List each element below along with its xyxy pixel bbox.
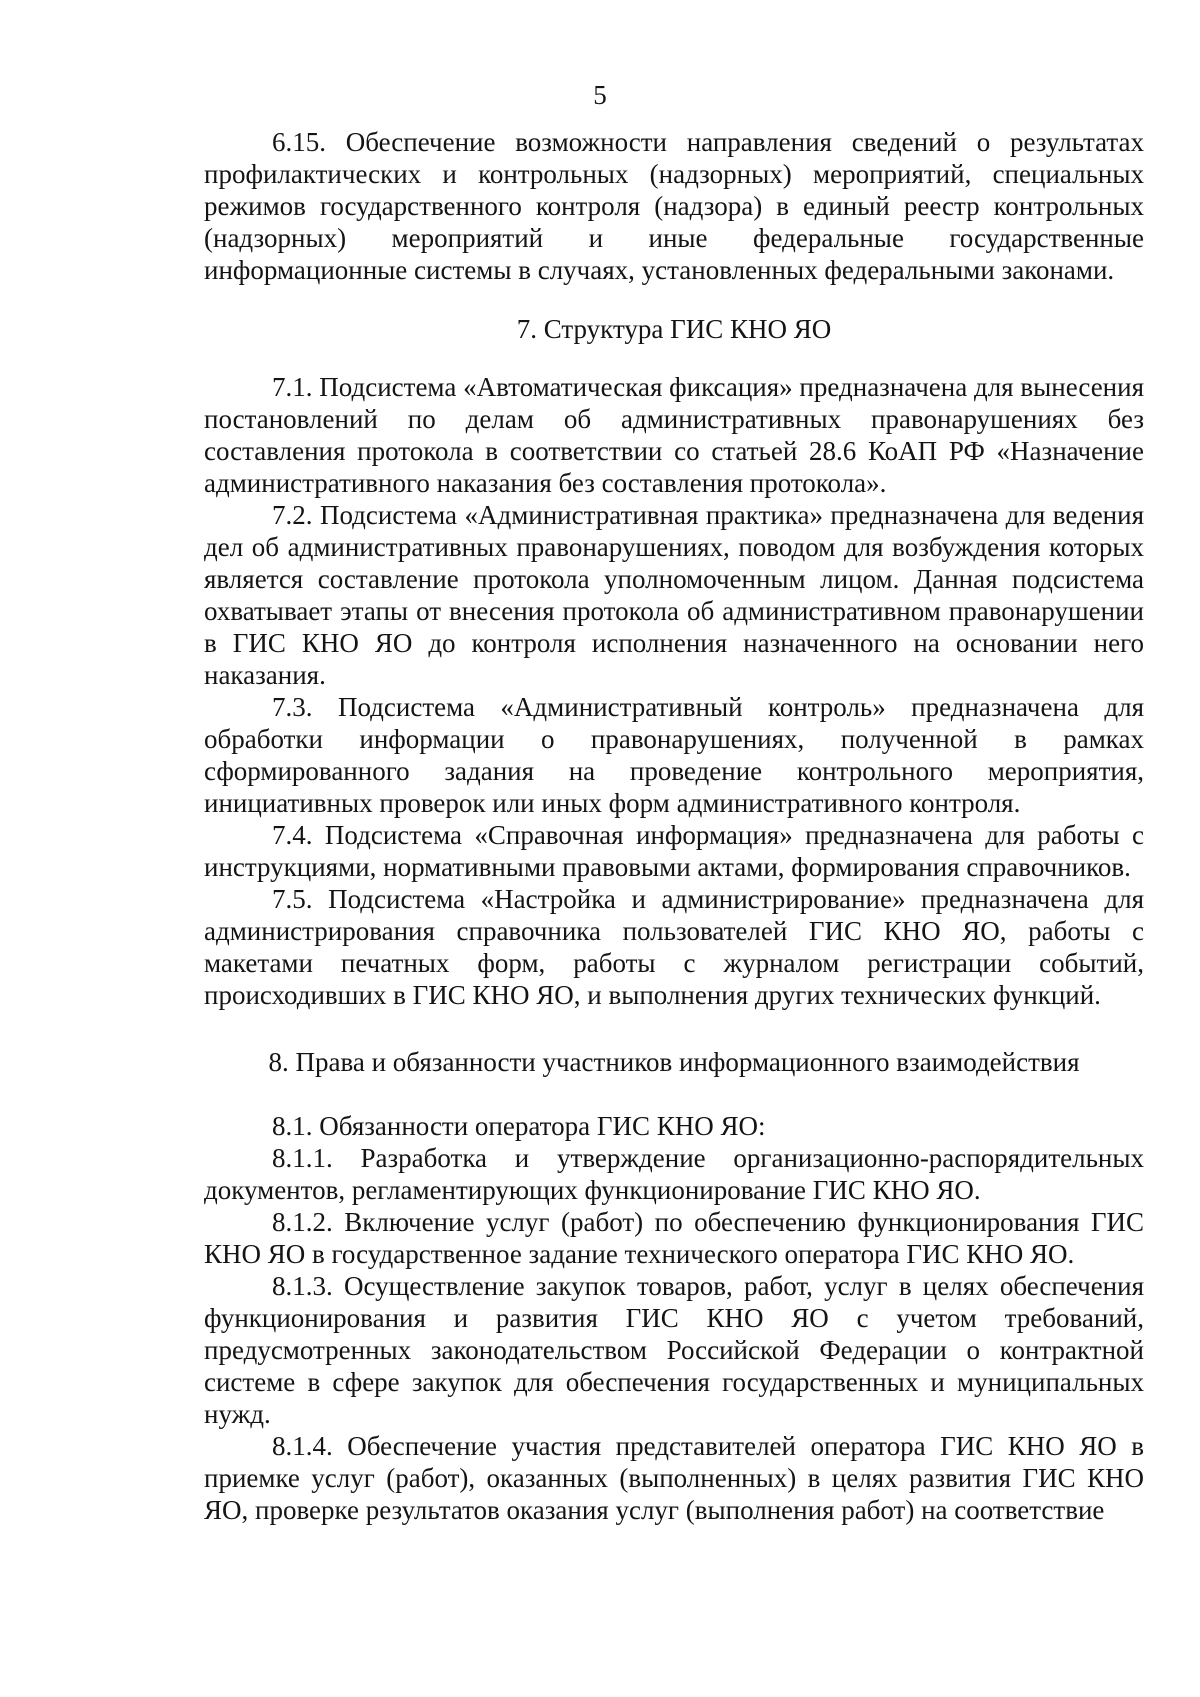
section-8-body [204, 1110, 1144, 1526]
paragraph-7-2: 7.2. Подсистема «Административная практика» предназначена для ведения дел об административных правонарушениях, поводом для возбуждения которых является составление протокола уполномоченным лицом. Данная подсистема охватывает этапы от внесения протокола об административном правонарушении в ГИС КНО ЯО до контроля исполнения назначенного на основании него наказания. [204, 500, 1144, 690]
paragraph-7-3: 7.3. Подсистема «Административный контроль» предназначена для обработки информации о правонарушениях, полученной в рамках сформированного задания на проведение контрольного мероприятия, инициативных проверок или иных форм административного контроля. [204, 692, 1144, 818]
paragraph-8-1: 8.1. Обязанности оператора ГИС КНО ЯО: [272, 1111, 766, 1141]
section-7-body [204, 371, 1144, 1011]
section-8-heading: 8. Права и обязанности участников информационного взаимодействия [268, 1047, 1080, 1077]
paragraph-8-1-4: 8.1.4. Обеспечение участия представителей оператора ГИС КНО ЯО в приемке услуг (работ), оказанных (выполненных) в целях развития ГИС КНО ЯО, проверке результатов оказания услуг (выполнения работ) на соответствие [204, 1431, 1144, 1525]
paragraph-8-1-3: 8.1.3. Осуществление закупок товаров, работ, услуг в целях обеспечения функционирования и развития ГИС КНО ЯО с учетом требований, предусмотренных законодательством Российской Федерации о контрактной системе в сфере закупок для обеспечения государственных и муниципальных нужд. [204, 1271, 1144, 1429]
paragraph-7-4: 7.4. Подсистема «Справочная информация» предназначена для работы с инструкциями, нормативными правовыми актами, формирования справочников. [204, 820, 1144, 882]
paragraph-7-1: 7.1. Подсистема «Автоматическая фиксация» предназначена для вынесения постановлений по делам об административных правонарушениях без составления протокола в соответствии со статьей 28.6 КоАП РФ «Назначение административного наказания без составления протокола». [204, 372, 1144, 498]
page-number: 5 [593, 80, 607, 110]
paragraph-8-1-1: 8.1.1. Разработка и утверждение организационно-распорядительных документов, регламентирующих функционирование ГИС КНО ЯО. [204, 1143, 1144, 1205]
paragraph-7-5: 7.5. Подсистема «Настройка и администрирование» предназначена для администрирования справочника пользователей ГИС КНО ЯО, работы с макетами печатных форм, работы с журналом регистрации событий, происходивших в ГИС КНО ЯО, и выполнения других технических функций. [204, 884, 1144, 1010]
paragraph-6-15: 6.15. Обеспечение возможности направления сведений о результатах профилактических и контрольных (надзорных) мероприятий, специальных режимов государственного контроля (надзора) в единый реестр контрольных (надзорных) мероприятий и иные федеральные государственные информационные системы в случаях, установленных федеральными законами. [204, 127, 1144, 285]
section-7-heading: 7. Структура ГИС КНО ЯО [516, 314, 832, 344]
paragraph-8-1-2: 8.1.2. Включение услуг (работ) по обеспечению функционирования ГИС КНО ЯО в государственное задание технического оператора ГИС КНО ЯО. [204, 1207, 1144, 1269]
section-6-body [204, 126, 1144, 286]
